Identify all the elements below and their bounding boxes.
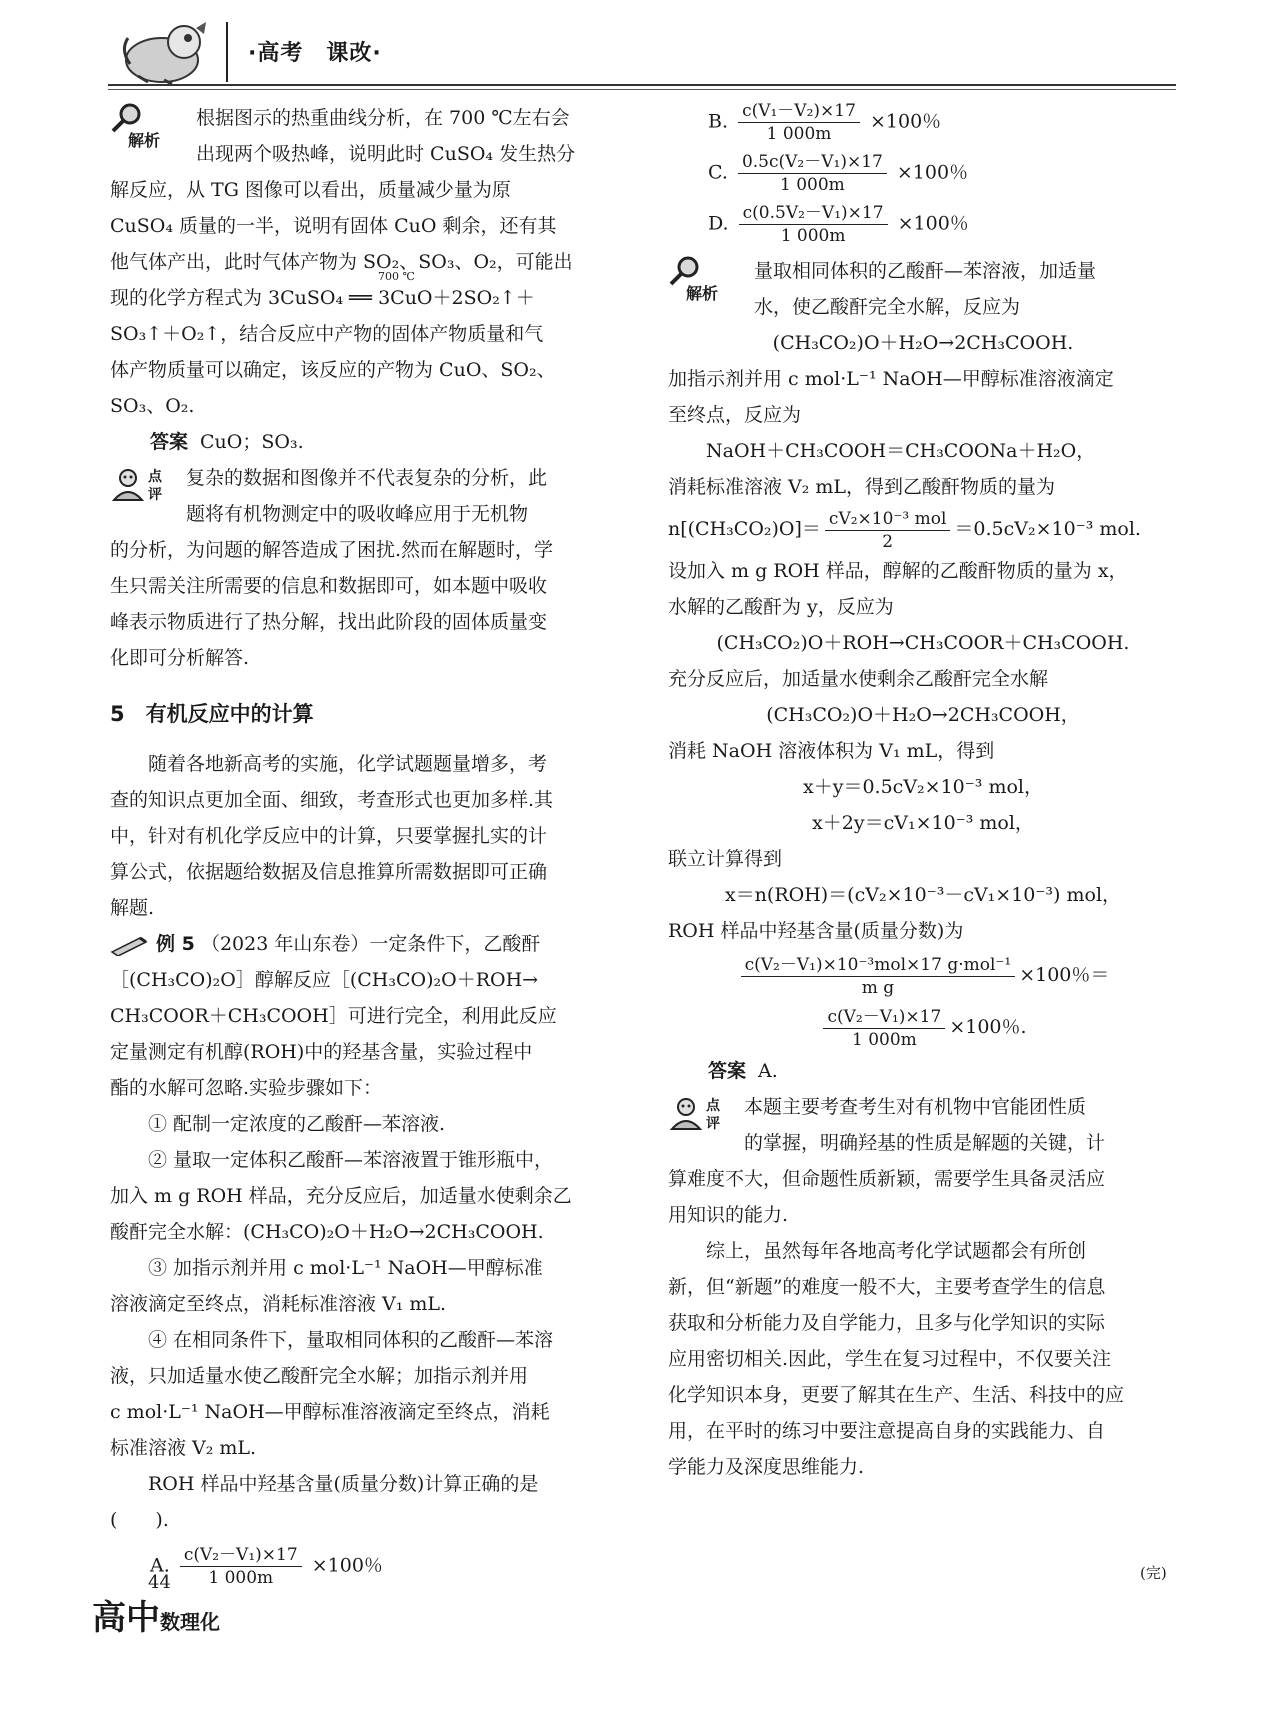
equation: x＝n(ROH)＝(cV₂×10⁻³－cV₁×10⁻³) mol，	[724, 884, 1122, 906]
analysis-line: 他气体产出，此时气体产物为 SO₂、SO₃、O₂，可能出	[110, 251, 573, 273]
option-d-tail: ×100％	[897, 212, 969, 235]
equation: x＋y＝0.5cV₂×10⁻³ mol，	[803, 776, 1043, 798]
example-source: （2023 年山东卷）一定条件下，乙酸酐	[200, 933, 541, 955]
comment-line: 复杂的数据和图像并不代表复杂的分析，此	[186, 467, 548, 489]
question-line: ( ).	[110, 1509, 169, 1531]
moles-fraction	[825, 508, 950, 553]
result-2-tail: ×100％.	[949, 1016, 1027, 1038]
analysis-line: 解反应，从 TG 图像可以看出，质量减少量为原	[110, 179, 511, 201]
result-formula-1	[668, 949, 1178, 1001]
answer-2-text: A.	[758, 1060, 778, 1082]
analysis-line: 体产物质量可以确定，该反应的产物为 CuO、SO₂、	[110, 359, 556, 381]
solution-line: ROH 样品中羟基含量(质量分数)为	[668, 920, 964, 942]
step-line: 加入 m g ROH 样品，充分反应后，加适量水使剩余乙	[110, 1185, 572, 1207]
option-c-label: C.	[708, 161, 728, 184]
analysis-badge	[668, 255, 719, 303]
example-line: CH₃COOR＋CH₃COOH］可进行完全，利用此反应	[110, 1005, 557, 1027]
magazine-mascot-icon	[118, 20, 214, 86]
comment-line: 算难度不大，但命题性质新颖，需要学生具备灵活应	[668, 1168, 1106, 1190]
moles-numerator: cV₂×10⁻³ mol	[825, 508, 950, 531]
solution-line: 加指示剂并用 c mol·L⁻¹ NaOH—甲醇标准溶液滴定	[668, 368, 1114, 390]
option-a-fraction	[180, 1544, 302, 1589]
step-line: 标准溶液 V₂ mL.	[110, 1437, 257, 1459]
summary-line: 新，但“新题”的难度一般不大，主要考查学生的信息	[668, 1276, 1106, 1298]
solution-line: 联立计算得到	[668, 848, 783, 870]
comment-line: 生只需关注所需要的信息和数据即可，如本题中吸收	[110, 575, 548, 597]
moles-tail: ＝0.5cV₂×10⁻³ mol.	[954, 518, 1141, 540]
option-b-numerator: c(V₁－V₂)×17	[738, 100, 860, 123]
footer-logo-big: 高中	[92, 1598, 160, 1638]
comment-block-1	[110, 460, 620, 676]
example-line: 酯的水解可忽略.实验步骤如下：	[110, 1077, 383, 1099]
answer-2-label: 答案	[708, 1060, 747, 1082]
option-b-denominator: 1 000m	[766, 124, 832, 144]
result-formula-2	[668, 1001, 1178, 1053]
comment-label: 点评	[148, 469, 162, 503]
example-label: 例 5	[156, 933, 195, 955]
summary-line: 用，在平时的练习中要注意提高自身的实践能力、自	[668, 1420, 1106, 1442]
answer-1-text: CuO；SO₃.	[200, 431, 304, 453]
option-c-fraction	[738, 151, 887, 196]
section-paragraph-line: 解题.	[110, 897, 155, 919]
equation: NaOH＋CH₃COOH＝CH₃COONa＋H₂O，	[706, 440, 1096, 462]
moles-prefix: n[(CH₃CO₂)O]＝	[668, 518, 821, 540]
analysis-badge	[110, 102, 161, 150]
header-divider	[226, 22, 228, 82]
header-title: ·高考 课改·	[248, 41, 382, 66]
analysis-line: CuSO₄ 质量的一半，说明有固体 CuO 剩余，还有其	[110, 215, 557, 237]
comment-line: 化即可分析解答.	[110, 647, 250, 669]
header-rule	[108, 84, 1176, 86]
option-a-numerator: c(V₂－V₁)×17	[180, 1544, 302, 1567]
option-d-denominator: 1 000m	[780, 226, 846, 246]
equation-condition: 700 ℃	[378, 270, 415, 283]
equation: x＋2y＝cV₁×10⁻³ mol，	[812, 812, 1034, 834]
result-1-tail: ×100％＝	[1019, 964, 1110, 986]
option-c-tail: ×100％	[896, 161, 969, 184]
sage-comment-icon	[110, 466, 150, 506]
option-d	[668, 202, 1178, 247]
comment-line: 的掌握，明确羟基的性质是解题的关键，计	[744, 1132, 1106, 1154]
pencil-notebook-icon	[110, 934, 150, 956]
example-line	[110, 926, 620, 962]
analysis-line: 出现两个吸热峰，说明此时 CuSO₄ 发生热分	[196, 143, 576, 165]
summary-line: 综上，虽然每年各地高考化学试题都会有所创	[706, 1240, 1087, 1262]
comment-label: 点评	[706, 1098, 720, 1132]
equation: (CH₃CO₂)O＋H₂O→2CH₃COOH.	[772, 332, 1074, 354]
result-1-numerator: c(V₂－V₁)×10⁻³mol×17 g·mol⁻¹	[741, 954, 1016, 977]
footer-logo	[92, 1590, 220, 1639]
option-b-tail: ×100％	[869, 110, 942, 133]
analysis-line: SO₃、O₂.	[110, 395, 195, 417]
option-c-denominator: 1 000m	[780, 175, 845, 195]
option-b	[668, 100, 1178, 145]
result-2-numerator: c(V₂－V₁)×17	[823, 1006, 945, 1029]
step-line: 酸酐完全水解：(CH₃CO)₂O＋H₂O→2CH₃COOH.	[110, 1221, 544, 1243]
comment-badge	[110, 466, 162, 510]
option-d-fraction	[739, 202, 888, 247]
header-rule-thin	[108, 89, 1176, 90]
equation: (CH₃CO₂)O＋H₂O→2CH₃COOH，	[766, 704, 1080, 726]
answer-1	[110, 424, 620, 460]
section-paragraph-line: 中，针对有机化学反应中的计算，只要掌握扎实的计	[110, 825, 548, 847]
option-c-numerator: 0.5c(V₂－V₁)×17	[738, 151, 887, 174]
analysis-block-2	[668, 253, 1178, 325]
answer-2	[668, 1053, 1178, 1089]
page-header	[108, 14, 1176, 94]
result-fraction-2	[823, 1006, 945, 1051]
summary-line: 获取和分析能力及自学能力，且多与化学知识的实际	[668, 1312, 1106, 1334]
option-d-numerator: c(0.5V₂－V₁)×17	[739, 202, 888, 225]
page-number: 44	[148, 1572, 171, 1593]
comment-line: 题将有机物测定中的吸收峰应用于无机物	[186, 503, 529, 525]
analysis-label: 解析	[128, 131, 161, 150]
example-block	[110, 926, 620, 1106]
section-paragraph-line: 随着各地新高考的实施，化学试题题量增多，考	[148, 753, 548, 775]
analysis-label: 解析	[686, 284, 719, 303]
summary-line: 学能力及深度思维能力.	[668, 1456, 865, 1478]
step-line: ③ 加指示剂并用 c mol·L⁻¹ NaOH—甲醇标准	[148, 1257, 543, 1279]
solution-line: 消耗标准溶液 V₂ mL，得到乙酸酐物质的量为	[668, 476, 1056, 498]
solution-line: 设加入 m g ROH 样品，醇解的乙酸酐物质的量为 x，	[668, 560, 1128, 582]
analysis-block-1	[110, 100, 620, 424]
option-a-denominator: 1 000m	[208, 1568, 274, 1588]
result-1-denominator: m g	[861, 977, 895, 998]
summary-line: 化学知识本身，更要了解其在生产、生活、科技中的应	[668, 1384, 1125, 1406]
section-title: 5 有机反应中的计算	[110, 702, 314, 726]
solution-line: 水解的乙酸酐为 y，反应为	[668, 596, 894, 618]
step-line: c mol·L⁻¹ NaOH—甲醇标准溶液滴定至终点，消耗	[110, 1401, 550, 1423]
option-a-label: A.	[150, 1554, 170, 1577]
right-column	[668, 100, 1178, 1485]
analysis-line: 根据图示的热重曲线分析，在 700 ℃左右会	[196, 107, 570, 129]
moles-denominator: 2	[882, 531, 894, 552]
option-b-fraction	[738, 100, 860, 145]
comment-block-2	[668, 1089, 1178, 1233]
comment-line: 峰表示物质进行了热分解，找出此阶段的固体质量变	[110, 611, 548, 633]
option-c	[668, 151, 1178, 196]
step-line: ① 配制一定浓度的乙酸酐—苯溶液.	[148, 1113, 446, 1135]
analysis-line: SO₃↑＋O₂↑，结合反应中产物的固体产物质量和气	[110, 323, 544, 345]
moles-formula	[668, 505, 1178, 553]
result-2-denominator: 1 000m	[851, 1029, 917, 1050]
answer-1-label: 答案	[150, 431, 189, 453]
option-d-label: D.	[708, 212, 729, 235]
analysis-line: 水，使乙酸酐完全水解，反应为	[754, 296, 1021, 318]
summary-line: 应用密切相关.因此，学生在复习过程中，不仅要关注	[668, 1348, 1112, 1370]
example-line: 定量测定有机醇(ROH)中的羟基含量，实验过程中	[110, 1041, 533, 1063]
solution-line: 至终点，反应为	[668, 404, 802, 426]
result-fraction-1	[741, 954, 1016, 999]
analysis-line: 现的化学方程式为 3CuSO₄ ══ 3CuO＋2SO₂↑＋	[110, 287, 535, 309]
option-b-label: B.	[708, 110, 729, 133]
step-line: 液，只加适量水使乙酸酐完全水解；加指示剂并用	[110, 1365, 529, 1387]
analysis-line: 量取相同体积的乙酸酐—苯溶液，加适量	[754, 260, 1097, 282]
end-mark: (完)	[1140, 1564, 1167, 1582]
section-paragraph-line: 查的知识点更加全面、细致，考查形式也更加多样.其	[110, 789, 554, 811]
option-a	[110, 1544, 620, 1589]
left-column	[110, 100, 620, 1595]
example-line: ［(CH₃CO)₂O］醇解反应［(CH₃CO)₂O＋ROH→	[110, 969, 539, 991]
solution-line: 充分反应后，加适量水使剩余乙酸酐完全水解	[668, 668, 1049, 690]
question-line: ROH 样品中羟基含量(质量分数)计算正确的是	[148, 1473, 539, 1495]
option-a-tail: ×100％	[311, 1554, 383, 1577]
solution-line: 消耗 NaOH 溶液体积为 V₁ mL，得到	[668, 740, 995, 762]
comment-line: 用知识的能力.	[668, 1204, 789, 1226]
section-paragraph-line: 算公式，依据题给数据及信息推算所需数据即可正确	[110, 861, 548, 883]
equation: (CH₃CO₂)O＋ROH→CH₃COOR＋CH₃COOH.	[716, 632, 1130, 654]
sage-comment-icon	[668, 1095, 708, 1135]
comment-line: 的分析，为问题的解答造成了困扰.然而在解题时，学	[110, 539, 554, 561]
comment-badge	[668, 1095, 720, 1139]
footer-logo-small: 数理化	[160, 1610, 220, 1634]
step-line: 溶液滴定至终点，消耗标准溶液 V₁ mL.	[110, 1293, 447, 1315]
comment-line: 本题主要考查考生对有机物中官能团性质	[744, 1096, 1087, 1118]
step-line: ② 量取一定体积乙酸酐—苯溶液置于锥形瓶中，	[148, 1149, 554, 1171]
step-line: ④ 在相同条件下，量取相同体积的乙酸酐—苯溶	[148, 1329, 554, 1351]
